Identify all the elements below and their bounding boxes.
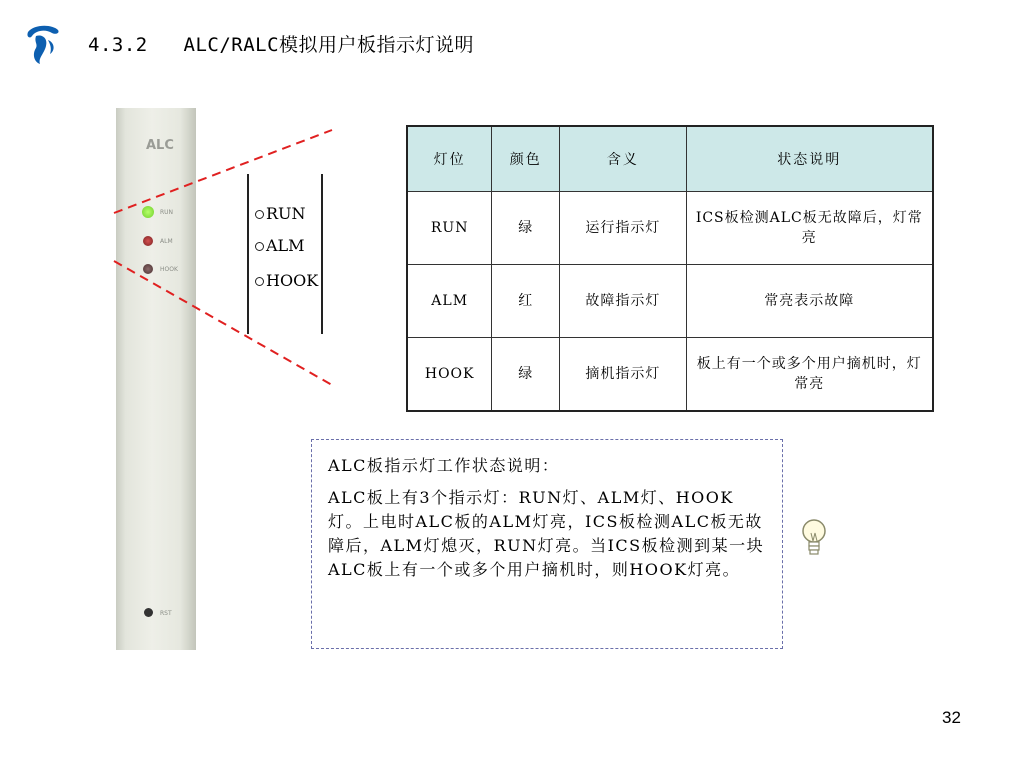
table-cell: HOOK [407,338,492,412]
led-zoom-callout [247,174,325,334]
note-body: ALC板上有3个指示灯：RUN灯、ALM灯、HOOK灯。上电时ALC板的ALM灯亮，ICS板检测ALC板无故障后，ALM灯熄灭，RUN灯亮。当ICS板检测到某一块ALC板上有一个或多个用户摘机时，则HOOK灯亮。 [328,488,765,579]
run-led-label: RUN [160,209,174,216]
callout-hook: HOOK [255,271,318,290]
header-cell: 颜色 [492,126,560,192]
header-cell: 灯位 [407,126,492,192]
table-cell: ALM [407,265,492,338]
table-header-row [407,126,933,192]
callout-run: RUN [255,204,306,223]
led-circle-icon [255,210,264,219]
page-number: 32 [942,708,961,727]
table-row [407,192,933,265]
led-circle-icon [255,242,264,251]
china-telecom-logo [22,22,62,66]
indicator-table [406,125,934,412]
callout-right-rule [321,174,323,334]
callout-alm: ALM [255,236,305,255]
note-heading: ALC板指示灯工作状态说明： [328,456,560,475]
table-row [407,265,933,338]
hook-led-label: HOOK [160,266,178,273]
alm-led-label: ALM [160,238,173,245]
table-cell: RUN [407,192,492,265]
lightbulb-icon [800,517,828,565]
rst-button [144,608,153,617]
table-cell: ICS板检测ALC板无故障后，灯常亮 [686,192,933,265]
page-title: 4.3.2 ALC/RALC模拟用户板指示灯说明 [88,34,475,56]
table-cell: 绿 [492,338,560,412]
table-cell: 绿 [492,192,560,265]
table-cell: 故障指示灯 [560,265,686,338]
table-cell: 运行指示灯 [560,192,686,265]
board-name-label: ALC [146,138,174,153]
table-cell: 红 [492,265,560,338]
table-cell: 板上有一个或多个用户摘机时，灯常亮 [686,338,933,412]
led-status-note [311,439,783,649]
callout-left-rule [247,174,249,334]
led-circle-icon [255,277,264,286]
table-cell: 摘机指示灯 [560,338,686,412]
table-cell: 常亮表示故障 [686,265,933,338]
rst-label: RST [160,610,172,617]
table-row [407,338,933,412]
header-cell: 状态说明 [686,126,933,192]
header-cell: 含义 [560,126,686,192]
